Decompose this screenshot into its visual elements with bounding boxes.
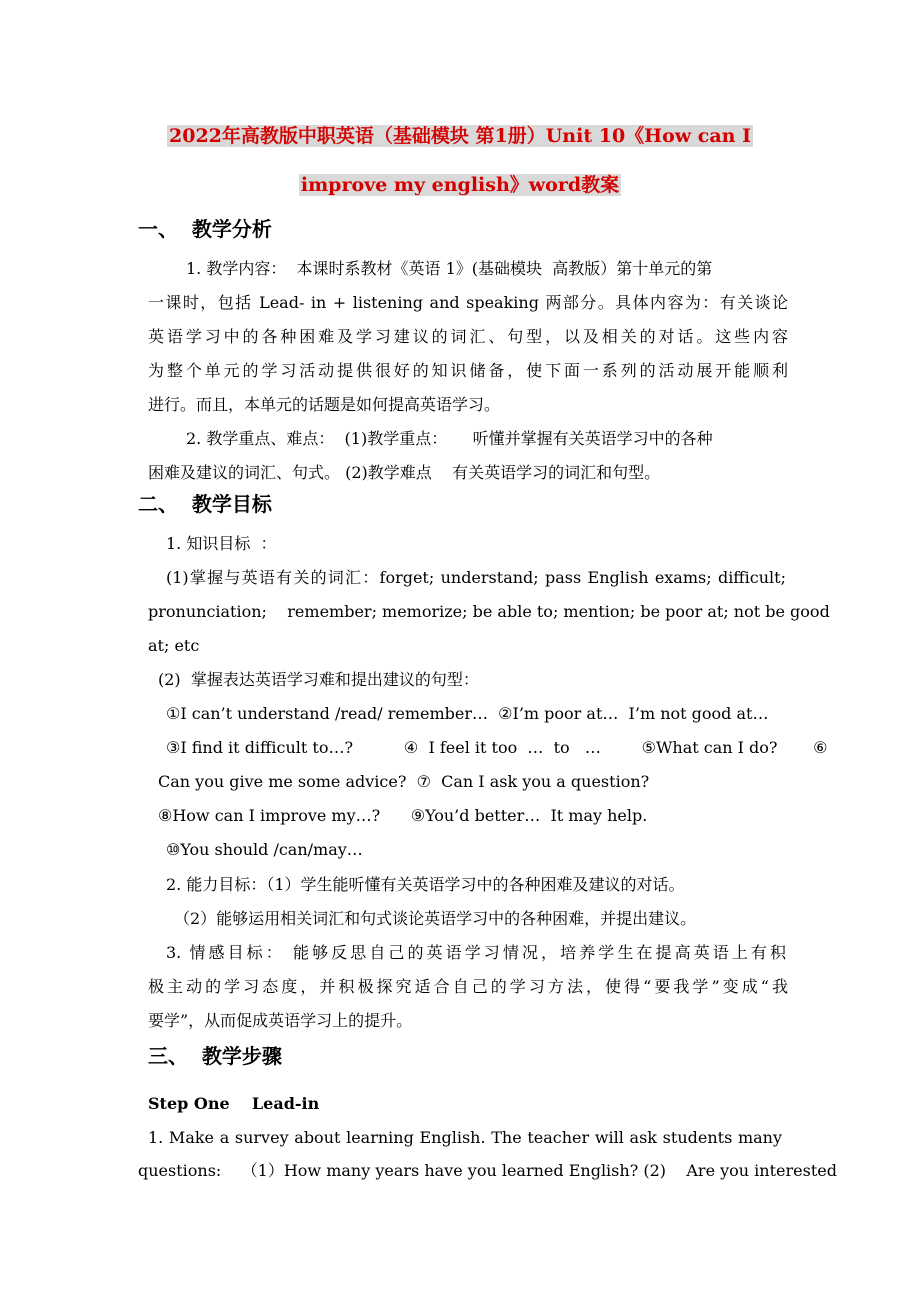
steps-line-1: 1. Make a survey about learning English. The teacher will ask students many [148, 1128, 782, 1147]
section-heading-objectives: 二、 教学目标 [138, 492, 272, 516]
objectives-line-14: 极主动的学习态度，并积极探究适合自己的学习方法，使得“要我学”变成“我 [148, 977, 788, 996]
objectives-line-6: ①I can’t understand /read/ remember… ②I’m poor at… I’m not good at… [166, 704, 769, 723]
section-heading-steps: 三、 教学步骤 [148, 1044, 282, 1068]
analysis-line-7: 困难及建议的词汇、句式。 (2)教学难点 有关英语学习的词汇和句型。 [148, 463, 661, 482]
step-one-heading: Step One Lead-in [148, 1094, 320, 1113]
objectives-line-13: 3. 情感目标： 能够反思自己的英语学习情况，培养学生在提高英语上有积 [166, 943, 786, 962]
analysis-line-2: 一课时，包括 Lead- in + listening and speaking 两部分。具体内容为：有关谈论 [148, 293, 788, 312]
objectives-line-5: (2) 掌握表达英语学习难和提出建议的句型： [158, 670, 479, 689]
analysis-line-5: 进行。而且，本单元的话题是如何提高英语学习。 [148, 395, 501, 414]
objectives-line-4: at; etc [148, 636, 200, 655]
objectives-line-7: ③I find it difficult to…? ④ I feel it too … to … ⑤What can I do? ⑥ [166, 738, 828, 757]
analysis-line-6: 2. 教学重点、难点： (1)教学重点： 听懂并掌握有关英语学习中的各种 [186, 429, 713, 448]
objectives-line-11: 2. 能力目标：（1）学生能听懂有关英语学习中的各种困难及建议的对话。 [166, 875, 685, 894]
objectives-line-8: Can you give me some advice? ⑦ Can I ask you a question? [158, 772, 650, 791]
analysis-line-1: 1. 教学内容： 本课时系教材《英语 1》(基础模块 高教版）第十单元的第 [186, 259, 713, 278]
analysis-line-4: 为整个单元的学习活动提供很好的知识储备，使下面一系列的活动展开能顺利 [148, 361, 788, 380]
section-heading-analysis: 一、 教学分析 [138, 217, 272, 241]
objectives-line-15: 要学”，从而促成英语学习上的提升。 [148, 1011, 413, 1030]
objectives-line-9: ⑧How can I improve my…? ⑨You’d better… It may help. [158, 806, 648, 825]
objectives-line-2: (1)掌握与英语有关的词汇：forget; understand; pass English exams; difficult; [166, 568, 786, 587]
objectives-line-1: 1. 知识目标 ： [166, 534, 277, 553]
steps-line-2: questions: （1）How many years have you learned English? (2) Are you interested [138, 1161, 837, 1180]
objectives-line-3: pronunciation; remember; memorize; be able to; mention; be poor at; not be good [148, 602, 830, 621]
document-title-line-2: improve my english》word教案 [300, 174, 620, 196]
objectives-line-12: （2）能够运用相关词汇和句式谈论英语学习中的各种困难，并提出建议。 [174, 909, 697, 928]
document-title-line-1: 2022年高教版中职英语（基础模块 第1册）Unit 10《How can I [169, 125, 751, 147]
objectives-line-10: ⑩You should /can/may… [166, 840, 363, 859]
analysis-line-3: 英语学习中的各种困难及学习建议的词汇、句型，以及相关的对话。这些内容 [148, 327, 788, 346]
